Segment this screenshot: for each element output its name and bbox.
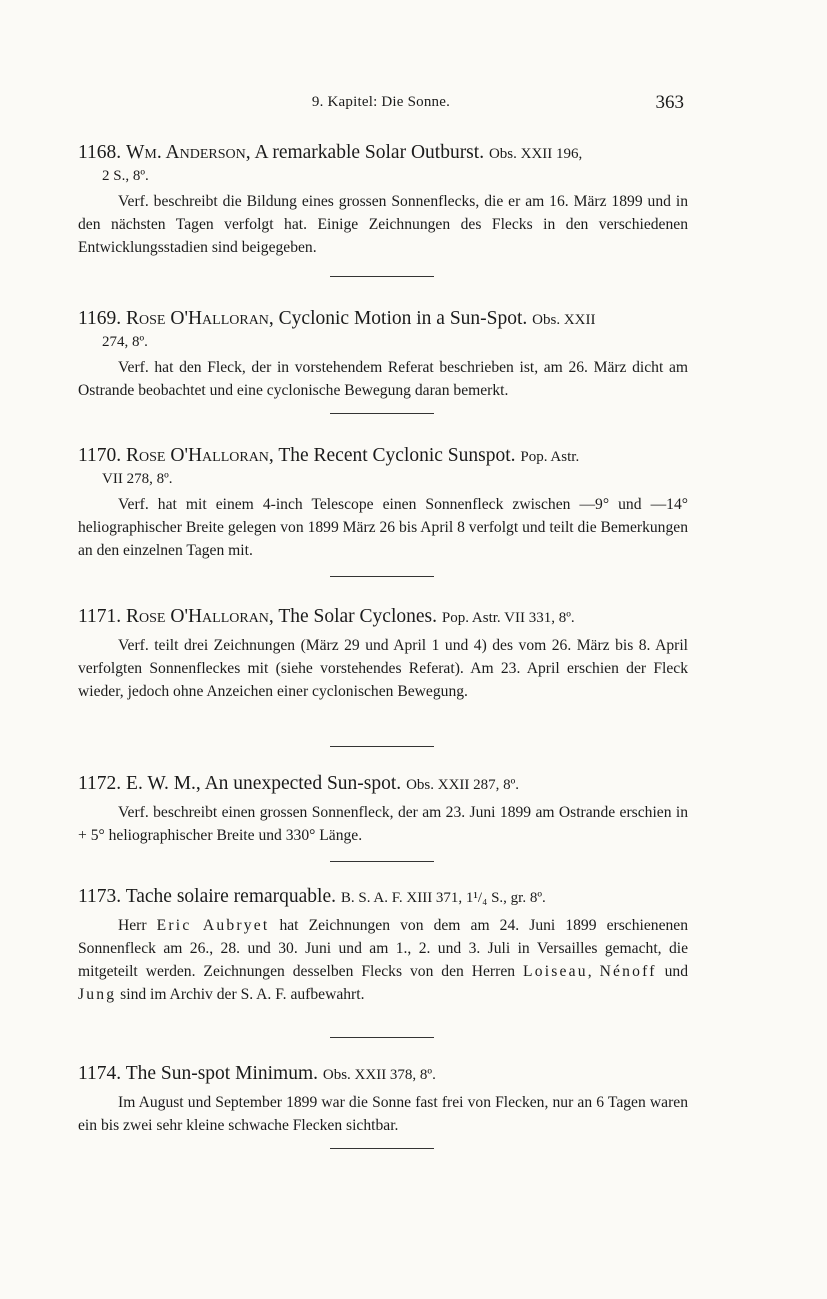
entry-title: Tache solaire remarquable.: [125, 886, 336, 907]
entry-1174: [78, 1062, 688, 1137]
entry-author: Rose O'Halloran,: [126, 445, 274, 466]
entry-number: 1173.: [78, 886, 122, 907]
entry-source: B. S. A. F. XIII 371, 1¹/₄ S., gr. 8º.: [340, 890, 546, 906]
entry-title: The Sun-spot Minimum.: [125, 1063, 318, 1084]
page-header: [78, 92, 684, 116]
entry-number: 1172.: [78, 773, 122, 794]
entry-source: Pop. Astr. VII 331, 8º.: [441, 610, 575, 626]
entry-source: Obs. XXII 196,: [488, 146, 583, 162]
entry-source: Obs. XXII 287, 8º.: [406, 777, 520, 793]
entry-title: E. W. M., An unexpected Sun-spot.: [126, 773, 402, 794]
separator-rule: [330, 861, 434, 862]
entry-source: Pop. Astr.: [520, 449, 580, 465]
entry-title: The Solar Cyclones.: [278, 606, 438, 627]
entry-title: A remarkable Solar Outburst.: [254, 142, 485, 163]
entry-abstract: Verf. beschreibt die Bildung eines grossen Sonnenflecks, die er am 16. März 1899 und in den nächsten Tagen verfolgt hat. Einige Zeichnungen des Flecks in den verschiedenen Entwicklungsstadien sind beigegeben.: [78, 193, 688, 256]
running-title: 9. Kapitel: Die Sonne.: [311, 94, 451, 110]
entry-1173: [78, 885, 688, 1006]
entry-1171: [78, 605, 688, 703]
entry-number: 1171.: [78, 606, 122, 627]
separator-rule: [330, 276, 434, 277]
entry-number: 1168.: [78, 142, 122, 163]
entry-abstract: Verf. teilt drei Zeichnungen (März 29 und April 1 und 4) des vom 26. März bis 8. April verfolgten Sonnenfleckes mit (siehe vorstehendes Referat). Am 23. April erschien der Fleck wieder, jedoch ohne Anzeichen einer cyclonischen Bewegung.: [78, 637, 688, 700]
separator-rule: [330, 1148, 434, 1149]
entry-number: 1174.: [78, 1063, 122, 1084]
entry-1172: [78, 772, 688, 847]
separator-rule: [330, 746, 434, 747]
page-number: 363: [655, 92, 684, 113]
entry-1170: [78, 444, 688, 562]
entry-title: The Recent Cyclonic Sunspot.: [278, 445, 516, 466]
entry-1168: [78, 141, 688, 259]
entry-source-cont: VII 278, 8º.: [102, 471, 173, 487]
entry-abstract: Verf. hat den Fleck, der in vorstehendem Referat beschrieben ist, am 26. März dicht am Ostrande beobachtet und eine cyclonische Bewegung daran bemerkt.: [78, 359, 688, 399]
entry-source: Obs. XXII: [532, 312, 596, 328]
entry-author: Rose O'Halloran,: [126, 606, 274, 627]
entry-source: Obs. XXII 378, 8º.: [322, 1067, 436, 1083]
entry-abstract: Verf. beschreibt einen grossen Sonnenfleck, der am 23. Juni 1899 am Ostrande erschien in + 5° heliographischer Breite und 330° Länge.: [78, 804, 688, 844]
entry-source-cont: 2 S., 8º.: [102, 168, 149, 184]
person-name: Loiseau: [522, 963, 588, 980]
entry-abstract: Im August und September 1899 war die Sonne fast frei von Flecken, nur an 6 Tagen waren ein bis zwei sehr kleine schwache Flecken sichtbar.: [78, 1094, 688, 1134]
entry-title: Cyclonic Motion in a Sun-Spot.: [278, 308, 528, 329]
entry-number: 1169.: [78, 308, 122, 329]
entry-abstract: Herr Eric Aubryet hat Zeichnungen von dem am 24. Juni 1899 erschienenen Sonnenfleck am 26., 28. und 30. Juni und am 1., 2. und 3. Juli in Versailles gemacht, die mitgeteilt werden. Zeichnungen desselben Flecks von den Herren Loiseau, Nénoff und Jung sind im Archiv der S. A. F. aufbewahrt.: [78, 917, 689, 1003]
person-name: Jung: [78, 986, 117, 1003]
person-name: Nénoff: [599, 963, 657, 980]
entry-source-cont: 274, 8º.: [102, 334, 148, 350]
separator-rule: [330, 576, 434, 577]
person-name: Eric Aubryet: [156, 917, 270, 934]
entry-author: Wm. Anderson,: [126, 142, 251, 163]
separator-rule: [330, 1037, 434, 1038]
separator-rule: [330, 413, 434, 414]
entry-author: Rose O'Halloran,: [126, 308, 274, 329]
entry-abstract: Verf. hat mit einem 4-inch Telescope einen Sonnenfleck zwischen —9° und —14° heliographischer Breite gelegen von 1899 März 26 bis April 8 verfolgt und teilt die Bemerkungen an den einzelnen Tagen mit.: [78, 496, 688, 559]
entry-number: 1170.: [78, 445, 122, 466]
entry-1169: [78, 307, 688, 402]
